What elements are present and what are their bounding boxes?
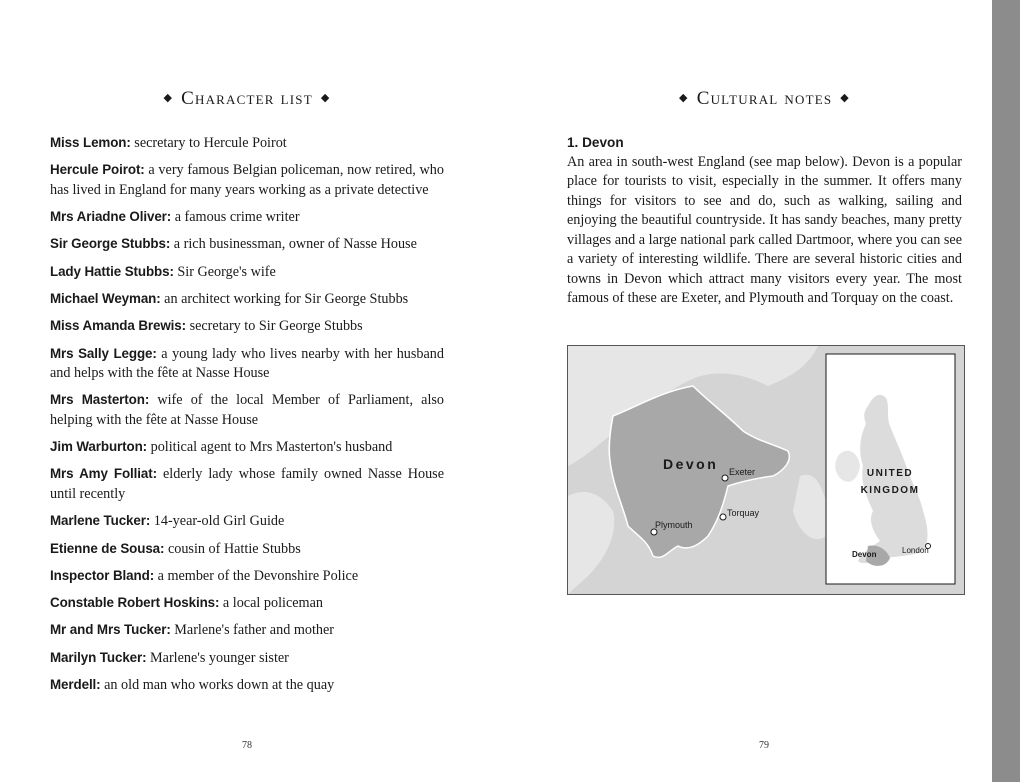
diamond-icon: ◆	[679, 92, 689, 104]
character-name: Miss Lemon:	[50, 135, 131, 150]
character-name: Marlene Tucker:	[50, 513, 151, 529]
character-description: a member of the Devonshire Police	[157, 567, 359, 584]
land-cornwall	[568, 492, 614, 594]
character-entry	[50, 648, 444, 669]
character-name: Mr and Mrs Tucker:	[50, 622, 171, 638]
page-number: 79	[759, 740, 769, 751]
character-description: a famous crime writer	[174, 209, 300, 226]
character-description: wife of the local Member of Parliament, also helping with the fête at Nasse House	[50, 392, 445, 428]
plymouth-label: Plymouth	[655, 520, 693, 530]
character-description: a young lady who lives nearby with her husband and helps with the fête at Nasse House	[50, 345, 444, 382]
character-entry	[50, 620, 444, 641]
inset-devon-label: Devon	[852, 550, 877, 559]
character-name: Jim Warburton:	[50, 439, 148, 455]
cultural-notes-heading: ◆ Cultural notes ◆	[679, 88, 850, 109]
character-description: a rich businessman, owner of Nasse House	[173, 236, 417, 253]
character-description: an architect working for Sir George Stubbs	[164, 290, 409, 307]
character-entry	[50, 511, 444, 532]
character-entry	[50, 437, 444, 458]
character-entry	[50, 207, 444, 228]
character-entry	[50, 289, 444, 310]
character-name: Mrs Ariadne Oliver:	[50, 209, 172, 225]
land-dorset	[793, 475, 826, 539]
character-list	[50, 133, 444, 702]
character-name: Constable Robert Hoskins:	[50, 595, 220, 611]
uk-label-line1: UNITED	[866, 468, 914, 479]
character-description: Marlene's younger sister	[150, 649, 289, 666]
character-entry	[50, 566, 444, 587]
note-text: An area in south-west England (see map below). Devon is a popular place for tourists to visit, especially in the summer. It offers many things for visitors to see and do, such as walking, sailing and enjoying the beautiful countryside. It has sandy beaches, many pretty villages and a large national park called Dartmoor, where you can see a variety of interesting wildlife. There are several historic cities and towns in Devon which attract many visitors every year. The most famous of these are Exeter, and Plymouth and Torquay on the coast.	[567, 153, 962, 306]
character-entry	[50, 464, 444, 504]
character-name: Sir George Stubbs:	[50, 236, 171, 252]
character-description: elderly lady whose family owned Nasse House until recently	[50, 466, 444, 502]
character-description: a local policeman	[222, 595, 323, 612]
cultural-note	[567, 133, 962, 309]
character-entry	[50, 160, 444, 200]
character-description: Sir George's wife	[177, 263, 276, 280]
character-entry	[50, 262, 444, 283]
character-entry	[50, 539, 444, 560]
character-entry	[50, 675, 444, 696]
character-name: Mrs Sally Legge:	[50, 345, 157, 361]
exeter-label: Exeter	[729, 467, 756, 477]
character-list-heading: ◆ Character list ◆	[163, 88, 331, 109]
character-entry	[50, 133, 444, 154]
character-description: political agent to Mrs Masterton's husband	[150, 439, 393, 456]
character-name: Michael Weyman:	[50, 290, 161, 306]
torquay-label: Torquay	[727, 508, 760, 518]
torquay-marker	[720, 514, 726, 520]
character-description: cousin of Hattie Stubbs	[167, 540, 301, 557]
character-name: Hercule Poirot:	[50, 162, 145, 178]
exeter-marker	[722, 475, 728, 481]
character-description: secretary to Sir George Stubbs	[189, 318, 363, 335]
diamond-icon: ◆	[840, 92, 850, 104]
character-description: Marlene's father and mother	[174, 622, 335, 639]
uk-label-line2: KINGDOM	[860, 485, 920, 496]
page-edge-sidebar	[992, 0, 1020, 782]
note-title: 1. Devon	[567, 135, 624, 150]
character-name: Mrs Amy Folliat:	[50, 466, 157, 482]
character-entry	[50, 316, 444, 337]
page-number: 78	[242, 740, 252, 751]
character-entry	[50, 593, 444, 614]
character-name: Mrs Masterton:	[50, 392, 150, 408]
character-description: 14-year-old Girl Guide	[153, 513, 285, 530]
character-entry	[50, 234, 444, 255]
london-label: London	[902, 546, 929, 555]
character-name: Etienne de Sousa:	[50, 540, 165, 556]
character-description: an old man who works down at the quay	[104, 677, 335, 694]
character-description: a very famous Belgian policeman, now retired, who has lived in England for many years working as a private detective	[50, 162, 444, 198]
devon-label: Devon	[663, 456, 719, 472]
character-name: Lady Hattie Stubbs:	[50, 263, 174, 279]
diamond-icon: ◆	[163, 92, 174, 104]
character-name: Miss Amanda Brewis:	[50, 318, 187, 334]
character-name: Inspector Bland:	[50, 567, 155, 583]
diamond-icon: ◆	[320, 92, 331, 104]
character-name: Marilyn Tucker:	[50, 649, 147, 665]
character-entry	[50, 344, 444, 384]
character-name: Merdell:	[50, 677, 101, 693]
character-entry	[50, 390, 444, 430]
devon-map	[567, 345, 965, 595]
character-description: secretary to Hercule Poirot	[134, 135, 287, 151]
